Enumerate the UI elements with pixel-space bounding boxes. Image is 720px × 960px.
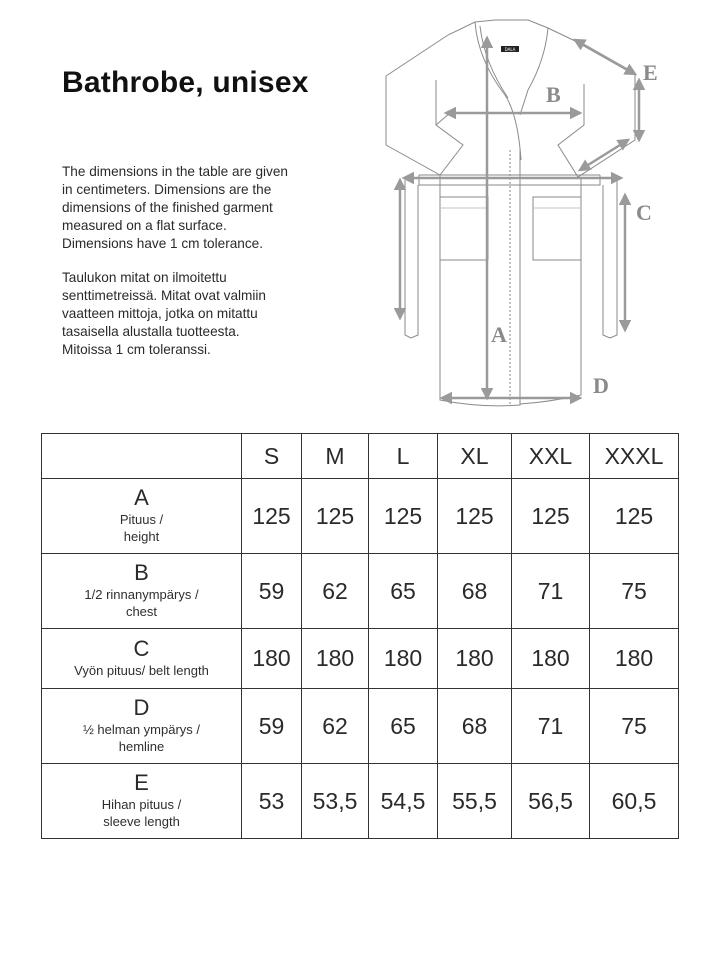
header-empty bbox=[42, 434, 242, 479]
measure-letter: E bbox=[134, 770, 149, 795]
table-row-b bbox=[42, 554, 679, 629]
header-size-s: S bbox=[242, 434, 302, 479]
row-label bbox=[42, 629, 242, 689]
measure-desc: height bbox=[123, 529, 160, 544]
cell-value: 180 bbox=[590, 629, 679, 689]
bathrobe-diagram bbox=[380, 15, 680, 415]
cell-value: 125 bbox=[438, 479, 512, 554]
cell-value: 71 bbox=[512, 554, 590, 629]
description-line: senttimetreissä. Mitat ovat valmiin bbox=[62, 288, 266, 303]
row-label bbox=[42, 479, 242, 554]
measure-letter: B bbox=[134, 560, 149, 585]
header-row bbox=[42, 434, 679, 479]
header-size-xxl: XXL bbox=[512, 434, 590, 479]
row-label bbox=[42, 764, 242, 839]
cell-value: 65 bbox=[369, 554, 438, 629]
cell-value: 53,5 bbox=[302, 764, 369, 839]
header-size-l: L bbox=[369, 434, 438, 479]
cell-value: 125 bbox=[242, 479, 302, 554]
cell-value: 125 bbox=[302, 479, 369, 554]
header-size-xl: XL bbox=[438, 434, 512, 479]
cell-value: 125 bbox=[512, 479, 590, 554]
cell-value: 56,5 bbox=[512, 764, 590, 839]
measure-desc: Hihan pituus / bbox=[101, 797, 182, 812]
cell-value: 53 bbox=[242, 764, 302, 839]
row-label bbox=[42, 689, 242, 764]
cell-value: 180 bbox=[512, 629, 590, 689]
cell-value: 180 bbox=[438, 629, 512, 689]
table-row-e bbox=[42, 764, 679, 839]
description-line: dimensions of the finished garment bbox=[62, 200, 273, 215]
page-title: Bathrobe, unisex bbox=[62, 66, 309, 99]
cell-value: 180 bbox=[302, 629, 369, 689]
cell-value: 75 bbox=[590, 689, 679, 764]
measure-letter: D bbox=[133, 695, 150, 720]
measure-desc: sleeve length bbox=[103, 814, 180, 829]
measure-letter: A bbox=[134, 485, 149, 510]
svg-text:DALA: DALA bbox=[504, 47, 516, 52]
cell-value: 125 bbox=[590, 479, 679, 554]
description-line: Mitoissa 1 cm toleranssi. bbox=[62, 342, 211, 357]
table-row-d bbox=[42, 689, 679, 764]
description-finnish bbox=[62, 269, 332, 359]
cell-value: 59 bbox=[242, 689, 302, 764]
description-line: Taulukon mitat on ilmoitettu bbox=[62, 270, 227, 285]
measure-label-a: A bbox=[491, 322, 507, 347]
measure-label-e: E bbox=[643, 60, 658, 85]
description-line: tasaisella alustalla tuotteesta. bbox=[62, 324, 240, 339]
cell-value: 180 bbox=[369, 629, 438, 689]
measure-label-d: D bbox=[593, 373, 609, 398]
cell-value: 59 bbox=[242, 554, 302, 629]
description-english bbox=[62, 163, 332, 253]
measure-desc: chest bbox=[125, 604, 158, 619]
cell-value: 180 bbox=[242, 629, 302, 689]
description-line: Dimensions have 1 cm tolerance. bbox=[62, 236, 263, 251]
measure-desc: Vyön pituus/ belt length bbox=[74, 663, 209, 678]
measure-desc: 1/2 rinnanympärys / bbox=[84, 587, 199, 602]
cell-value: 62 bbox=[302, 689, 369, 764]
cell-value: 125 bbox=[369, 479, 438, 554]
measure-label-c: C bbox=[636, 200, 652, 225]
row-label bbox=[42, 554, 242, 629]
cell-value: 60,5 bbox=[590, 764, 679, 839]
measure-desc: Pituus / bbox=[119, 512, 164, 527]
measure-desc: hemline bbox=[118, 739, 165, 754]
cell-value: 71 bbox=[512, 689, 590, 764]
cell-value: 75 bbox=[590, 554, 679, 629]
header-size-xxxl: XXXL bbox=[590, 434, 679, 479]
measure-label-b: B bbox=[546, 82, 561, 107]
table-row-c bbox=[42, 629, 679, 689]
cell-value: 62 bbox=[302, 554, 369, 629]
cell-value: 68 bbox=[438, 689, 512, 764]
cell-value: 68 bbox=[438, 554, 512, 629]
description-line: The dimensions in the table are given bbox=[62, 164, 288, 179]
description-line: in centimeters. Dimensions are the bbox=[62, 182, 272, 197]
table-row-a bbox=[42, 479, 679, 554]
size-table bbox=[41, 433, 679, 839]
measure-desc: ½ helman ympärys / bbox=[82, 722, 201, 737]
cell-value: 55,5 bbox=[438, 764, 512, 839]
header-size-m: M bbox=[302, 434, 369, 479]
description-line: measured on a flat surface. bbox=[62, 218, 227, 233]
description-line: vaatteen mittoja, jotka on mitattu bbox=[62, 306, 258, 321]
cell-value: 54,5 bbox=[369, 764, 438, 839]
measure-letter: C bbox=[133, 636, 150, 661]
cell-value: 65 bbox=[369, 689, 438, 764]
